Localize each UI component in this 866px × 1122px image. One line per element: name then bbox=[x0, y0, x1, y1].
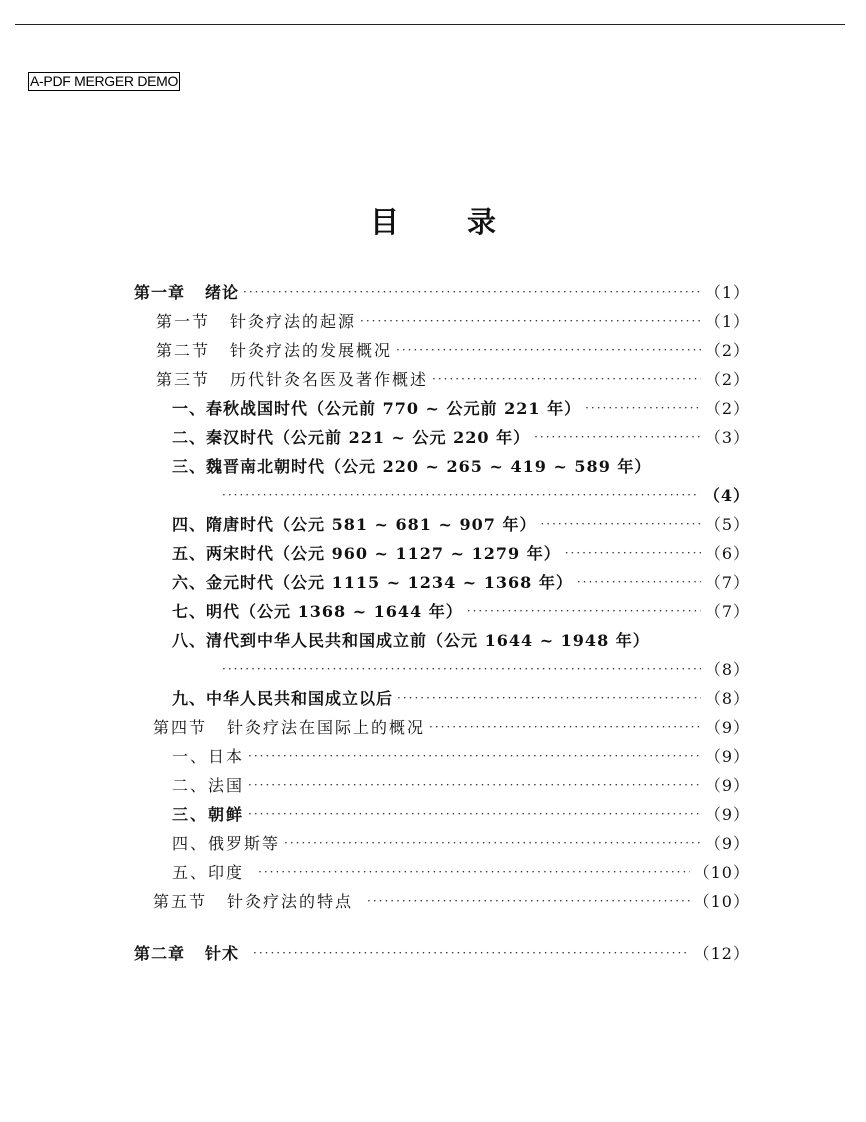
leader-dots bbox=[360, 314, 701, 328]
toc-chapter-row[interactable] bbox=[134, 277, 750, 305]
page-number: （3） bbox=[704, 427, 750, 447]
watermark-label: A-PDF MERGER DEMO bbox=[30, 73, 179, 89]
toc-item-row[interactable] bbox=[172, 451, 750, 479]
toc-label: 第一节 针灸疗法的起源 bbox=[156, 311, 357, 331]
leader-dots bbox=[565, 546, 701, 560]
page-number: （9） bbox=[704, 775, 750, 795]
toc-item-row[interactable] bbox=[172, 770, 750, 798]
page-title bbox=[0, 200, 866, 241]
toc-label: 第一章 绪论 bbox=[134, 282, 240, 302]
page-number: （9） bbox=[704, 833, 750, 853]
toc-label: 第二节 针灸疗法的发展概况 bbox=[156, 340, 393, 360]
page-number: （8） bbox=[704, 688, 750, 708]
toc-continuation-row[interactable] bbox=[222, 654, 750, 682]
header-rule bbox=[15, 24, 845, 25]
toc-label: 第五节 针灸疗法的特点 bbox=[153, 891, 354, 911]
toc-label: 三、魏晋南北朝时代（公元 220 ~ 265 ~ 419 ~ 589 年） bbox=[172, 456, 652, 476]
toc-item-row[interactable] bbox=[172, 857, 750, 885]
page-number: （9） bbox=[704, 804, 750, 824]
toc-item-row[interactable] bbox=[172, 393, 750, 421]
leader-dots bbox=[284, 836, 701, 850]
page-number: （9） bbox=[704, 717, 750, 737]
leader-dots bbox=[253, 946, 690, 960]
toc-section-row[interactable] bbox=[153, 886, 750, 914]
leader-dots bbox=[248, 807, 701, 821]
leader-dots bbox=[243, 285, 701, 299]
title-char-1: 目 bbox=[369, 205, 399, 239]
leader-dots bbox=[467, 604, 701, 618]
leader-dots bbox=[429, 720, 701, 734]
toc-item-row[interactable] bbox=[172, 422, 750, 450]
page-number: （2） bbox=[704, 340, 750, 360]
toc-label: 四、俄罗斯等 bbox=[172, 833, 281, 853]
page-number: （2） bbox=[704, 398, 750, 418]
page-number: （2） bbox=[704, 369, 750, 389]
leader-dots bbox=[397, 691, 701, 705]
toc-label: 二、法国 bbox=[172, 775, 245, 795]
page-number: （4） bbox=[703, 485, 750, 505]
toc-item-row[interactable] bbox=[172, 538, 750, 566]
page-number: （8） bbox=[704, 659, 750, 679]
toc-item-row[interactable] bbox=[172, 509, 750, 537]
toc-label: 第四节 针灸疗法在国际上的概况 bbox=[153, 717, 426, 737]
toc-label: 六、金元时代（公元 1115 ~ 1234 ~ 1368 年） bbox=[172, 572, 573, 592]
toc-label: 五、印度 bbox=[172, 862, 245, 882]
leader-dots bbox=[585, 401, 701, 415]
toc-item-row[interactable] bbox=[172, 596, 750, 624]
page-number: （9） bbox=[704, 746, 750, 766]
leader-dots bbox=[367, 894, 690, 908]
page-number: （5） bbox=[704, 514, 750, 534]
toc-chapter-row[interactable] bbox=[134, 938, 750, 966]
toc-label: 九、中华人民共和国成立以后 bbox=[172, 688, 394, 708]
leader-dots bbox=[222, 488, 700, 502]
toc-item-row[interactable] bbox=[172, 799, 750, 827]
toc-continuation-row[interactable] bbox=[222, 480, 750, 508]
page-number: （7） bbox=[704, 601, 750, 621]
toc-item-row[interactable] bbox=[172, 683, 750, 711]
toc-section-row[interactable] bbox=[156, 364, 750, 392]
leader-dots bbox=[258, 865, 690, 879]
leader-dots bbox=[248, 778, 701, 792]
page-number: （6） bbox=[704, 543, 750, 563]
toc-label: 八、清代到中华人民共和国成立前（公元 1644 ~ 1948 年） bbox=[172, 630, 650, 650]
toc-label: 第三节 历代针灸名医及著作概述 bbox=[156, 369, 429, 389]
toc-item-row[interactable] bbox=[172, 828, 750, 856]
toc-label: 二、秦汉时代（公元前 221 ~ 公元 220 年） bbox=[172, 427, 531, 447]
page-number: （7） bbox=[704, 572, 750, 592]
leader-dots bbox=[534, 430, 701, 444]
page-number: （1） bbox=[704, 282, 750, 302]
leader-dots bbox=[577, 575, 701, 589]
toc-label: 七、明代（公元 1368 ~ 1644 年） bbox=[172, 601, 463, 621]
leader-dots bbox=[248, 749, 701, 763]
toc-section-row[interactable] bbox=[156, 306, 750, 334]
toc-label: 一、日本 bbox=[172, 746, 245, 766]
toc-item-row[interactable] bbox=[172, 741, 750, 769]
page-number: （12） bbox=[693, 943, 750, 963]
toc-label: 五、两宋时代（公元 960 ~ 1127 ~ 1279 年） bbox=[172, 543, 561, 563]
toc-label: 三、朝鲜 bbox=[172, 804, 245, 824]
page-number: （10） bbox=[693, 891, 750, 911]
leader-dots bbox=[540, 517, 700, 531]
leader-dots bbox=[222, 662, 701, 676]
title-char-2: 录 bbox=[467, 205, 497, 239]
leader-dots bbox=[432, 372, 701, 386]
toc-section-row[interactable] bbox=[156, 335, 750, 363]
toc-item-row[interactable] bbox=[172, 625, 750, 653]
toc-label: 四、隋唐时代（公元 581 ~ 681 ~ 907 年） bbox=[172, 514, 537, 534]
toc-label: 一、春秋战国时代（公元前 770 ~ 公元前 221 年） bbox=[172, 398, 582, 418]
toc-section-row[interactable] bbox=[153, 712, 750, 740]
leader-dots bbox=[396, 343, 701, 357]
page-number: （10） bbox=[693, 862, 750, 882]
page-number: （1） bbox=[704, 311, 750, 331]
toc-item-row[interactable] bbox=[172, 567, 750, 595]
toc-label: 第二章 针术 bbox=[134, 943, 240, 963]
